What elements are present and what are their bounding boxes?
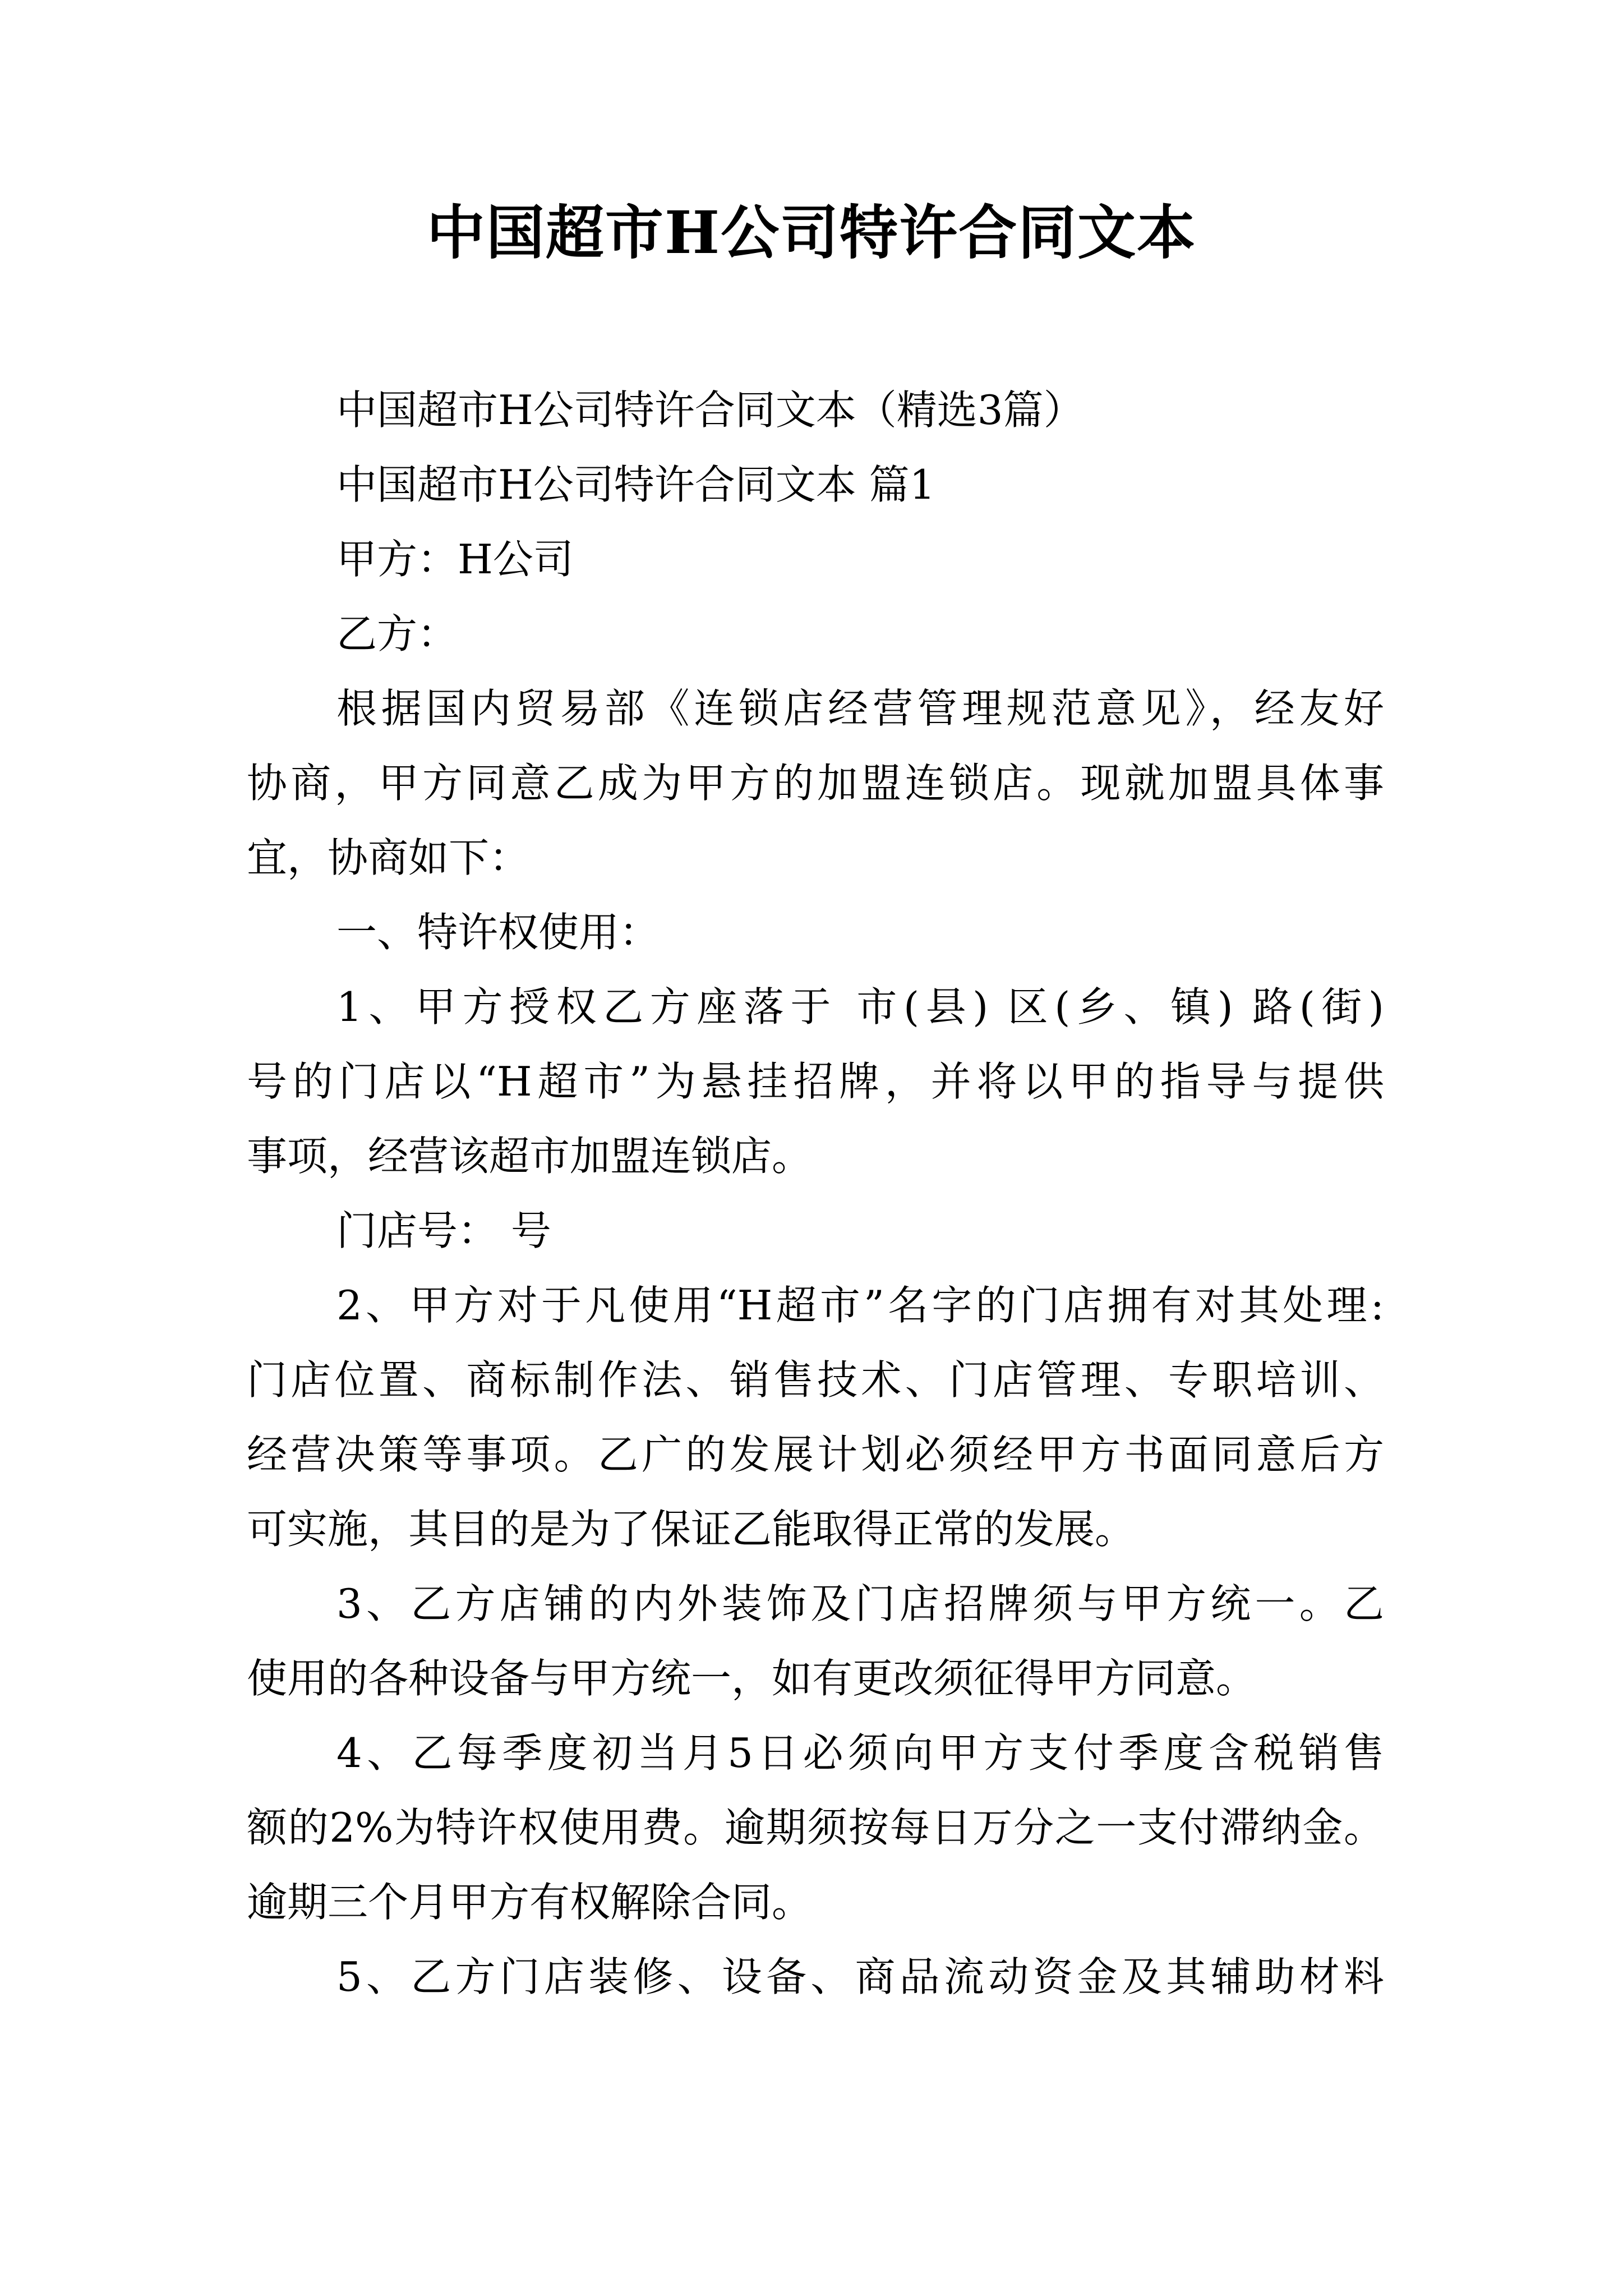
text-line: 协商，甲方同意乙成为甲方的加盟连锁店。现就加盟具体事 (247, 760, 1384, 807)
text-line: 甲方：H公司 (336, 536, 574, 583)
text-line: 门店位置、商标制作法、销售技术、门店管理、专职培训、 (247, 1356, 1384, 1404)
text-line: 乙方： (336, 610, 458, 657)
text-line: 经营决策等事项。乙广的发展计划必须经甲方书面同意后方 (247, 1431, 1384, 1478)
text-line: 额的2%为特许权使用费。逾期须按每日万分之一支付滞纳金。 (247, 1804, 1384, 1851)
text-line: 中国超市H公司特许合同文本 篇1 (336, 461, 935, 508)
document-body (247, 373, 1384, 2014)
text-line: 根据国内贸易部《连锁店经营管理规范意见》，经友好 (336, 685, 1384, 732)
text-line: 5、乙方门店装修、设备、商品流动资金及其辅助材料 (336, 1953, 1384, 2000)
text-line: 1、甲方授权乙方座落于 市(县) 区(乡、镇) 路(街) (336, 983, 1384, 1030)
text-line: 号的门店以“H超市”为悬挂招牌，并将以甲的指导与提供 (247, 1058, 1384, 1105)
text-line: 2、甲方对于凡使用“H超市”名字的门店拥有对其处理: (336, 1282, 1384, 1329)
text-line: 3、乙方店铺的内外装饰及门店招牌须与甲方统一。乙 (336, 1580, 1384, 1627)
text-line: 事项，经营该超市加盟连锁店。 (247, 1133, 813, 1180)
text-line: 可实施，其目的是为了保证乙能取得正常的发展。 (247, 1506, 1136, 1553)
text-line: 一、特许权使用： (336, 909, 660, 956)
text-line: 逾期三个月甲方有权解除合同。 (247, 1879, 813, 1926)
text-line: 中国超市H公司特许合同文本（精选3篇） (336, 386, 1084, 434)
text-line: 使用的各种设备与甲方统一，如有更改须征得甲方同意。 (247, 1655, 1257, 1702)
document-title: 中国超市H公司特许合同文本 (426, 198, 1197, 267)
text-line: 4、乙每季度初当月5日必须向甲方支付季度含税销售 (336, 1729, 1384, 1777)
text-line: 宜，协商如下： (247, 834, 530, 881)
text-line: 门店号： 号 (336, 1207, 551, 1254)
